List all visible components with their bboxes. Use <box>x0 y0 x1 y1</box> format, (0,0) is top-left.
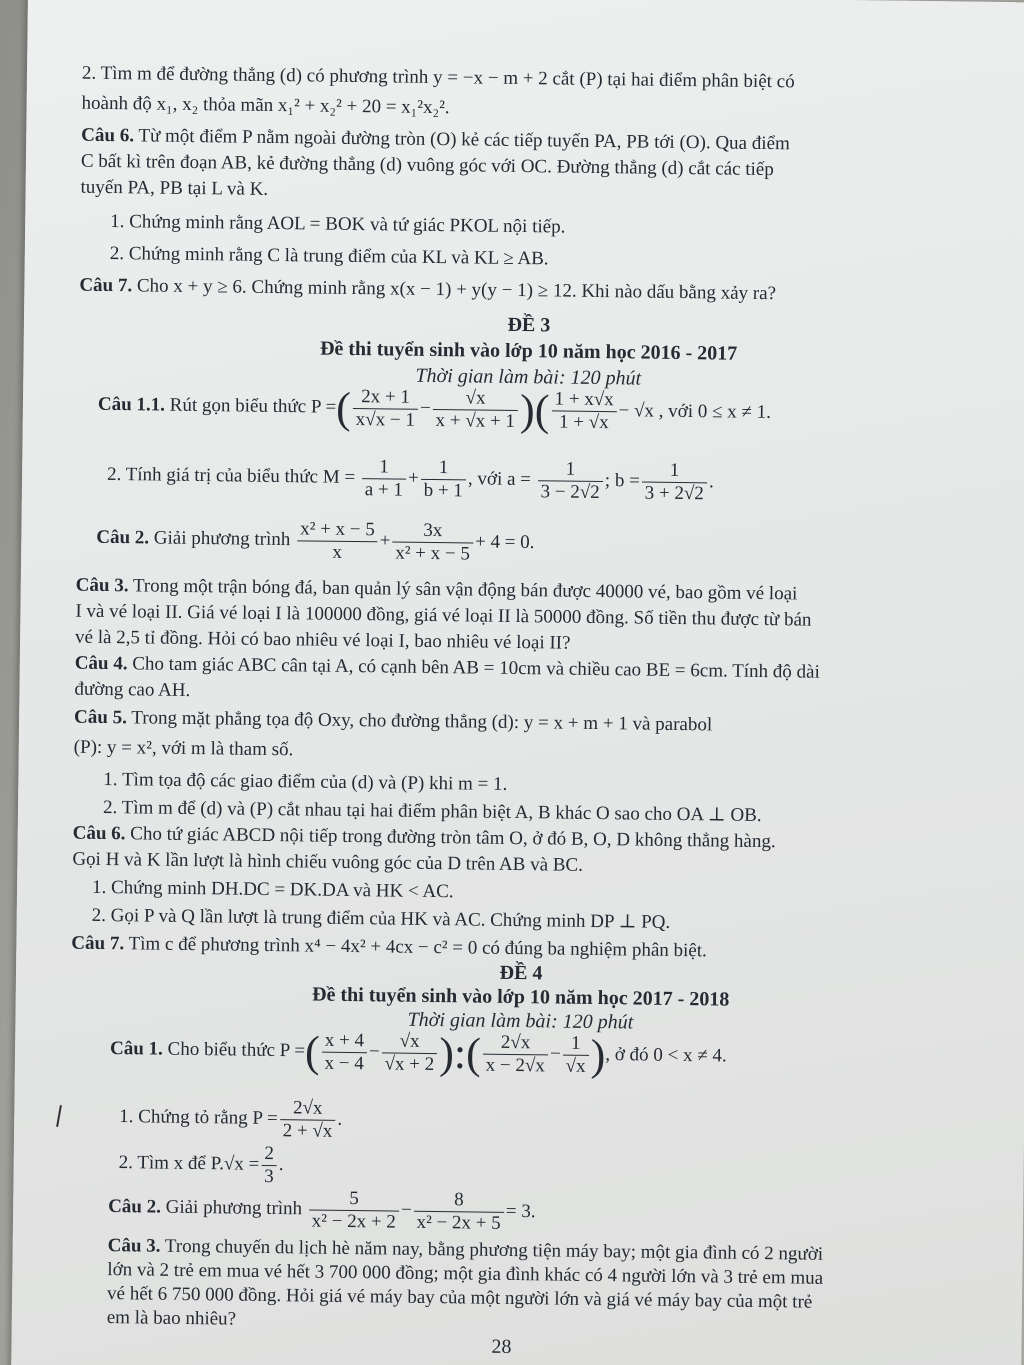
text-line: 1. Chứng minh rằng AOL = BOK và tứ giác PKOL nội tiếp. <box>110 211 566 238</box>
text-line: em là bao nhiêu? <box>106 1307 237 1330</box>
text-line: (P): y = x², với m là tham số. <box>73 736 294 761</box>
question-2: Câu 2. Giải phương trình $\frac{\text{x² + x − 5}}{x}$ + $\frac{3x}{\text{x² + x − 5}}$ + 4 = 0. <box>96 518 535 565</box>
exam-time: Thời gian làm bài: 120 phút <box>407 1008 634 1034</box>
text-line: Câu 6. Cho tứ giác ABCD nội tiếp trong đường tròn tâm O, ở đó B, O, D không thẳng hàng. <box>72 822 776 853</box>
exam-title: Đề thi tuyển sinh vào lớp 10 năm học 2017 - 2018 <box>311 983 730 1011</box>
text-line: 2. Chứng minh rằng C là trung điểm của KL và KL ≥ AB. <box>109 243 549 270</box>
text-line: lớn và 2 trẻ em mua vé hết 3 700 000 đồng; một gia đình khác có 4 người lớn và 3 trẻ em mua <box>107 1259 824 1289</box>
exam-heading: ĐỀ 4 <box>499 961 543 985</box>
question-1-1: 1. Chứng tỏ rằng P = $\frac{2√x}{2 + √x}$ . <box>119 1097 343 1142</box>
text-line: 2. Tìm m để đường thẳng (d) có phương trình y = −x − m + 2 cắt (P) tại hai điểm phân biệt có <box>81 62 795 93</box>
text-line: hoành độ x₁, x₂ thỏa mãn x₁² + x₂² + 20 = x₁²x₂². <box>81 92 450 119</box>
text-line: Câu 3. Trong một trận bóng đá, ban quản lý sân vận động bán được 40000 vé, bao gồm vé loại <box>75 574 798 605</box>
question-2: Câu 2. Giải phương trình $\frac{5}{\text{x² − 2x + 2}}$ − $\frac{8}{\text{x² − 2x + 5}}$ = 3. <box>108 1188 536 1234</box>
text-line: 1. Tìm tọa độ các giao điểm của (d) và (P) khi m = 1. <box>103 768 508 795</box>
text-line: Câu 7. Cho x + y ≥ 6. Chứng minh rằng x(x − 1) + y(y − 1) ≥ 12. Khi nào dấu bằng xảy ra? <box>79 274 777 305</box>
text-line: vé là 2,5 tỉ đồng. Hỏi có bao nhiêu vé loại I, bao nhiêu vé loại II? <box>74 626 571 654</box>
question-1-1: Câu 1.1. Rút gọn biểu thức P =( $\frac{2x + 1}{x√x - 1}$ − $\frac{√x}{x + √x + 1}$ )( $\frac{1 + x√x}{1 + √x}$ − √x , với 0 ≤ x ≠ 1. <box>97 383 772 435</box>
text-line: Câu 5. Trong mặt phẳng tọa độ Oxy, cho đường thẳng (d): y = x + m + 1 và parabol <box>73 706 713 736</box>
text-line: 2. Gọi P và Q lần lượt là trung điểm của HK và AC. Chứng minh DP ⊥ PQ. <box>91 904 671 933</box>
text-line: Câu 4. Cho tam giác ABC cân tại A, có cạnh bên AB = 10cm và chiều cao BE = 6cm. Tính độ dài <box>74 652 820 683</box>
text-line: tuyến PA, PB tại L và K. <box>80 176 269 200</box>
text-line: Câu 3. Trong chuyến du lịch hè năm nay, bằng phương tiện máy bay; một gia đình có 2 người <box>107 1235 824 1265</box>
text-line: C bất kì trên đoạn AB, kẻ đường thẳng (d) vuông góc với OC. Đường thẳng (d) cắt các tiếp <box>80 150 774 181</box>
text-line: 2. Tìm m để (d) và (P) cắt nhau tại hai điểm phân biệt A, B khác O sao cho OA ⊥ OB. <box>102 796 762 827</box>
book-page <box>11 0 1024 1365</box>
text-line: đường cao AH. <box>74 678 191 702</box>
question-1-2: 2. Tính giá trị của biểu thức M = $\frac{1}{a + 1}$ + $\frac{1}{b + 1}$ , với a = $\frac{1}{3 - 2√2}$ ; b = $\frac{1}{3 + 2√2}$ . <box>106 456 714 505</box>
exam-title: Đề thi tuyển sinh vào lớp 10 năm học 2016 - 2017 <box>319 337 738 365</box>
exam-time: Thời gian làm bài: 120 phút <box>415 364 642 390</box>
text-line: I và vé loại II. Giá vé loại I là 100000 đồng, giá vé loại II là 50000 đồng. Số tiền thu được từ bán <box>75 600 812 631</box>
exam-heading: ĐỀ 3 <box>507 313 551 337</box>
question-1: Câu 1. Cho biểu thức P =( $\frac{x + 4}{x - 4}$ − $\frac{√x}{√x + 2}$ ):( $\frac{2√x}{x - 2√x}$ − $\frac{1}{√x}$ ), ở đó 0 < x ≠ 4. <box>109 1026 727 1080</box>
page-content <box>71 61 962 1330</box>
text-line: Câu 7. Tìm c để phương trình x⁴ − 4x² + 4cx − c² = 0 có đúng ba nghiệm phân biệt. <box>71 932 707 962</box>
question-1-2: 2. Tìm x để P.√x = $\frac{2}{3}$ . <box>118 1142 284 1188</box>
text-line: vé hết 6 750 000 đồng. Hỏi giá vé máy bay của một người lớn và giá vé máy bay của một trẻ <box>106 1283 813 1313</box>
page-number: 28 <box>491 1335 512 1359</box>
text-line: 1. Chứng minh DH.DC = DK.DA và HK < AC. <box>91 876 454 903</box>
text-line: Gọi H và K lần lượt là hình chiếu vuông góc của D trên AB và BC. <box>72 848 584 876</box>
text-line: Câu 6. Từ một điểm P nằm ngoài đường tròn (O) kẻ các tiếp tuyến PA, PB tới (O). Qua điểm <box>81 124 790 155</box>
